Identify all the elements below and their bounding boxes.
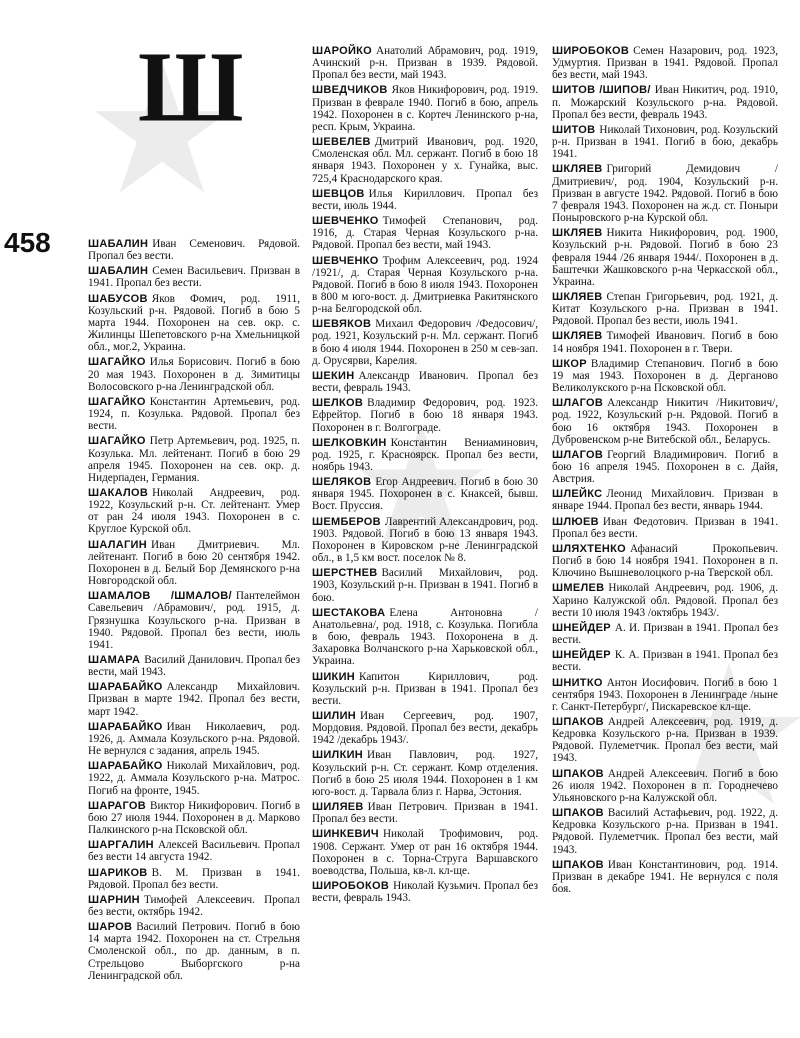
- entry-text: Василий Астафьевич, род. 1922, д. Кедровка Козульского р-на. Призван в 1941. Рядовой. Пулеметчик. Пропал без вести, май 1943.: [552, 807, 778, 856]
- entry-text: Владимир Степанович. Погиб в бою 19 мая 1943. Похоронен в д. Дерганово Великолукского р-на Псковской обл.: [552, 357, 778, 395]
- entry-surname: ШЛАГОВ: [552, 397, 604, 410]
- entry-surname: ШЛЯХТЕНКО: [552, 542, 626, 555]
- list-item: [88, 681, 300, 717]
- entry-surname: ШИКИН: [312, 670, 356, 683]
- list-item: [552, 227, 778, 288]
- list-item: [552, 84, 778, 120]
- entry-surname: ШНИТКО: [552, 676, 603, 689]
- list-item: [552, 397, 778, 446]
- entry-surname: ШИЛКИН: [312, 749, 364, 762]
- entry-text: Тимофей Иванович. Погиб в бою 14 ноября 1941. Похоронен в г. Твери.: [552, 330, 778, 355]
- entry-text: Константин Вениаминович, род. 1925, г. Красноярск. Пропал без вести, ноябрь 1943.: [312, 436, 538, 473]
- list-item: [552, 649, 778, 673]
- list-item: [552, 488, 778, 512]
- list-item: [552, 358, 778, 394]
- entry-text: Илья Борисович. Погиб в бою 20 мая 1943. Похоронен в д. Зимитицы Волосовского р-на Ленинградской обл.: [88, 356, 300, 393]
- entry-text: Иван Никитич, род. 1910, п. Можарский Козульского р-на. Рядовой. Пропал без вести, февраль 1943.: [552, 84, 779, 121]
- entry-text: Николай Андреевич, род. 1922, Козульский р-н. Ст. лейтенант. Умер от ран 24 июля 1943. Похоронен в с. Круглое Курской обл.: [88, 486, 300, 536]
- entry-surname: ШАРИКОВ: [88, 866, 148, 879]
- entry-surname: ШАЛАГИН: [88, 538, 147, 551]
- list-item: [88, 293, 300, 354]
- entry-surname: ШЕЛКОВ: [312, 397, 364, 410]
- list-item: [312, 136, 538, 185]
- list-item: [552, 859, 778, 895]
- entry-text: Семен Назарович, род. 1923, Удмуртия. Призван в 1941. Рядовой. Пропал без вести, май 1943.: [552, 45, 778, 82]
- entry-surname: ШПАКОВ: [552, 858, 604, 871]
- entry-surname: ШЕВЧЕНКО: [312, 215, 379, 228]
- entry-surname: ШЕВЧЕНКО: [312, 254, 379, 267]
- entry-surname: ШЕВЯКОВ: [312, 318, 372, 331]
- entry-text: Дмитрий Иванович, род. 1920, Смоленская обл. Мл. сержант. Погиб в бою 18 января 1943. Похоронен у х. Гунайка, выс. 725,4 Краснодарского края.: [312, 136, 538, 185]
- entry-text: Яков Фомич, род. 1911, Козульский р-н. Рядовой. Погиб в бою 5 марта 1944. Похоронен на сев. окр. с. Жилинцы Шепетовского р-на Хмельницкой обл., мог.2, Украина.: [88, 292, 300, 354]
- entry-surname: ШИТОВ: [552, 123, 596, 136]
- list-item: [552, 449, 778, 485]
- entry-text: Николай Тихонович, род. Козульский р-н. Призван в 1941. Погиб в бою, декабрь 1941.: [552, 123, 778, 161]
- entry-surname: ШНЕЙДЕР: [552, 649, 611, 662]
- entry-surname: ШВЕДЧИКОВ: [312, 84, 388, 97]
- list-item: [88, 721, 300, 757]
- list-item: [88, 654, 300, 678]
- list-item: [552, 45, 778, 81]
- list-item: [88, 921, 300, 982]
- entry-text: Яков Никифорович, род. 1919. Призван в феврале 1940. Погиб в бою, апрель 1942. Похоронен в с. Кортеч Ленинского р-на, респ. Крым, Украина.: [312, 84, 538, 133]
- entry-text: К. А. Призван в 1941. Пропал без вести.: [552, 649, 778, 674]
- entry-surname: ШМЕЛЕВ: [552, 582, 605, 595]
- entry-surname: ШАМАРА: [88, 654, 141, 666]
- entry-text: Илья Кириллович. Пропал без вести, июль 1944.: [312, 187, 538, 212]
- list-item: [88, 800, 300, 836]
- list-item: [312, 710, 538, 746]
- entry-surname: ШКЛЯЕВ: [552, 227, 603, 240]
- list-item: [312, 828, 538, 877]
- entry-surname: ШПАКОВ: [552, 715, 604, 728]
- entry-surname: ШКЛЯЕВ: [552, 330, 603, 343]
- entry-text: Лаврентий Александрович, род. 1903. Рядовой. Погиб в бою 13 января 1943. Похоронен в Кировском р-не Ленинградской обл., в 1,5 км вост. поселок № 8.: [312, 515, 538, 565]
- entry-text: Трофим Алексеевич, род. 1924 /1921/, д. Старая Черная Козульского р-на. Рядовой. Погиб в бою 8 июля 1943. Похоронен в 800 м юго-вост. д. Дмитриевка Ракитянского р-на Белгородской обл.: [312, 254, 538, 316]
- entry-surname: ШИРОБОКОВ: [312, 880, 390, 892]
- entry-surname: ШЕМБЕРОВ: [312, 515, 381, 528]
- entry-surname: ШИРОБОКОВ: [552, 45, 630, 57]
- list-item: [552, 622, 778, 646]
- entry-text: Петр Артемьевич, род. 1925, п. Козулька. Мл. лейтенант. Погиб в бою 29 апреля 1945. Похоронен на сев. окр. д. Нидерпаден, Германия.: [88, 435, 300, 484]
- entry-text: Иван Павлович, род. 1927, Козульский р-н. Ст. сержант. Комр отделения. Погиб в бою 25 июля 1944. Похоронен в 1 км юго-вост. д. Тарвала близ г. Нарва, Эстония.: [312, 749, 538, 798]
- entry-surname: ШНЕЙДЕР: [552, 621, 611, 634]
- list-item: [552, 516, 778, 540]
- list-item: [88, 839, 300, 863]
- entry-text: Василий Данилович. Пропал без вести, май 1943.: [88, 654, 300, 679]
- entry-text: Капитон Кириллович, род. Козульский р-н. Призван в 1941. Пропал без вести.: [312, 670, 538, 707]
- list-item: [312, 567, 538, 603]
- entry-surname: ШЛАГОВ: [552, 448, 604, 461]
- list-item: [88, 356, 300, 392]
- entry-surname: ШЛЕЙКС: [552, 488, 603, 501]
- entry-text: Николай Андреевич, род. 1906, д. Харино Калужской обл. Рядовой. Пропал без вести 10 июля 1943 /октябрь 1943/.: [552, 582, 778, 619]
- entry-text: Иван Дмитриевич. Мл. лейтенант. Погиб в бою 20 сентября 1942. Похоронен в д. Белый Бор Демянского р-на Новгородской обл.: [88, 538, 300, 588]
- entry-text: Алексей Васильевич. Пропал без вести 14 августа 1942.: [88, 839, 300, 864]
- entry-surname: ШЕСТАКОВА: [312, 606, 386, 619]
- list-item: [88, 265, 300, 289]
- entry-surname: ШАГАЙКО: [88, 395, 146, 408]
- list-item: [552, 768, 778, 804]
- list-item: [88, 396, 300, 432]
- list-item: [312, 397, 538, 433]
- list-item: [312, 671, 538, 707]
- entry-text: Пантелеймон Савельевич /Абрамович/, род. 1915, д. Грязнушка Козульского р-на. Призван в 1940. Рядовой. Пропал без вести, июль 1941.: [88, 590, 300, 651]
- entry-text: Егор Андреевич. Погиб в бою 30 января 1945. Похоронен в с. Кнаксей, бывш. Вост. Пруссия.: [312, 476, 538, 513]
- section-letter: Ш: [138, 30, 240, 143]
- entry-text: Иван Сергеевич, род. 1907, Мордовия. Рядовой. Пропал без вести, декабрь 1942 /декабрь 1943/.: [312, 709, 538, 747]
- entry-surname: ШПАКОВ: [552, 767, 604, 780]
- entry-surname: ШПАКОВ: [552, 807, 604, 820]
- list-item: [312, 45, 538, 81]
- entry-text: Тимофей Алексеевич. Пропал без вести, октябрь 1942.: [88, 893, 300, 918]
- entry-text: Григорий Демидович /Дмитриевич/, род. 1904, Козульский р-н. Призван в августе 1942. Рядовой. Погиб в бою 7 февраля 1943. Похоронен на ж.д. ст. Поныри Поныровского р-на Курской обл.: [552, 163, 778, 225]
- entry-text: Василий Петрович. Погиб в бою 14 марта 1942. Похоронен на ст. Стрельня Смоленской обл., по др. данным, в п. Стрельцово Выборгского р-на Ленинградской обл.: [88, 921, 300, 982]
- entry-surname: ШЕРСТНЕВ: [312, 567, 378, 580]
- entry-surname: ШИТОВ /ШИПОВ/: [552, 84, 651, 97]
- entry-text: Николай Кузьмич. Пропал без вести, февраль 1943.: [312, 880, 538, 905]
- entry-text: Иван Константинович, род. 1914. Призван в декабре 1941. Не вернулся с поля боя.: [552, 858, 778, 895]
- entry-surname: ШКЛЯЕВ: [552, 163, 603, 176]
- entry-surname: ШЕКИН: [312, 369, 355, 382]
- list-item: [312, 801, 538, 825]
- list-item: [312, 476, 538, 512]
- entry-text: Александр Иванович. Пропал без вести, февраль 1943.: [312, 369, 538, 395]
- entry-surname: ШАРАБАЙКО: [88, 681, 163, 694]
- list-item: [88, 590, 300, 651]
- list-item: [88, 238, 300, 262]
- list-item: [312, 516, 538, 565]
- list-item: [552, 677, 778, 713]
- entry-surname: ШАКАЛОВ: [88, 486, 149, 499]
- list-item: [552, 543, 778, 579]
- entry-surname: ШАРГАЛИН: [88, 839, 154, 852]
- entry-surname: ШАРОЙКО: [312, 45, 373, 57]
- page-number: 458: [4, 227, 51, 258]
- entry-text: Леонид Михайлович. Призван в январе 1944. Пропал без вести, январь 1944.: [552, 488, 778, 513]
- entry-text: Афанасий Прокопьевич. Погиб в бою 14 ноября 1941. Похоронен в п. Ключино Вышневолоцкого р-на Тверской обл.: [552, 542, 778, 580]
- entry-surname: ШЛЮЕВ: [552, 515, 599, 528]
- entry-surname: ШАМАЛОВ /ШМАЛОВ/: [88, 590, 232, 603]
- entry-text: Георгий Владимирович. Погиб в бою 16 апреля 1945. Похоронен в с. Дайя, Австрия.: [552, 448, 778, 486]
- entry-surname: ШАРАБАЙКО: [88, 720, 163, 733]
- list-item: [312, 318, 538, 367]
- list-item: [88, 539, 300, 588]
- entry-text: Андрей Алексеевич. Погиб в бою 26 июля 1942. Похоронен в п. Городнечево Ульяновского р-на Калужской обл.: [552, 767, 778, 804]
- entry-surname: ШАГАЙКО: [88, 435, 146, 448]
- list-item: [88, 760, 300, 796]
- entry-text: Иван Петрович. Призван в 1941. Пропал без вести.: [312, 801, 538, 826]
- list-item: [552, 124, 778, 160]
- entry-text: Антон Иосифович. Погиб в бою 1 сентября 1943. Похоронен в Ленинграде /ныне г. Санкт-Петербург/, Пискаревское кл-ще.: [552, 676, 778, 713]
- list-item: [552, 716, 778, 765]
- entry-text: Виктор Никифорович. Погиб в бою 27 июля 1944. Похоронен в д. Марково Палкинского р-на Псковской обл.: [88, 799, 300, 837]
- list-item: [88, 894, 300, 918]
- entry-text: Степан Григорьевич, род. 1921, д. Китат Козульского р-на. Призван в 1941. Рядовой. Пропал без вести, июль 1941.: [552, 290, 778, 328]
- list-item: [312, 880, 538, 904]
- entry-text: Никита Никифорович, род. 1900, Козульский р-н. Рядовой. Погиб в бою 23 февраля 1944 /26 января 1944/. Похоронен в д. Баштечки Жашковского р-на Черкасской обл., Украина.: [552, 227, 778, 288]
- entry-surname: ШАБУСОВ: [88, 292, 148, 305]
- list-item: [552, 330, 778, 354]
- entry-surname: ШАРНИН: [88, 893, 140, 906]
- entry-surname: ШАГАЙКО: [88, 356, 146, 369]
- list-item: [88, 435, 300, 484]
- entry-surname: ШИНКЕВИЧ: [312, 828, 379, 841]
- entry-text: Владимир Федорович, род. 1923. Ефрейтор. Погиб в бою 18 января 1943. Похоронен в г. Волгограде.: [312, 397, 538, 434]
- entry-surname: ШАРАБАЙКО: [88, 760, 163, 773]
- list-item: [312, 84, 538, 133]
- column-3: [552, 45, 778, 898]
- entry-surname: ШАБАЛИН: [88, 238, 149, 250]
- list-item: [88, 867, 300, 891]
- list-item: [552, 807, 778, 856]
- entry-surname: ШКЛЯЕВ: [552, 290, 603, 303]
- column-2: [312, 45, 538, 907]
- entry-surname: ШЕЛЯКОВ: [312, 476, 372, 489]
- list-item: [312, 255, 538, 316]
- column-1: [88, 238, 300, 985]
- list-item: [312, 188, 538, 212]
- entry-surname: ШЕВЦОВ: [312, 187, 365, 200]
- entry-surname: ШИЛЯЕВ: [312, 801, 364, 814]
- list-item: [312, 749, 538, 798]
- list-item: [552, 582, 778, 618]
- entry-text: Анатолий Абрамович, род. 1919, Ачинский р-н. Призван в 1939. Рядовой. Пропал без вести, май 1943.: [312, 45, 538, 82]
- entry-text: Николай Михайлович, род. 1922, д. Аммала Козульского р-на. Матрос. Погиб на фронте, 1945.: [88, 760, 300, 797]
- entry-text: Тимофей Степанович, род. 1916, д. Старая Черная Козульского р-на. Рядовой. Пропал без вести, май 1943.: [312, 215, 538, 252]
- entry-text: А. И. Призван в 1941. Пропал без вести.: [552, 621, 778, 647]
- entry-text: Михаил Федорович /Федосович/, род. 1921, Козульский р-н. Мл. сержант. Погиб в бою 4 июля 1944. Похоронен в 250 м сев-зап. д. Орусярви, Карелия.: [312, 318, 538, 367]
- list-item: [552, 291, 778, 327]
- list-item: [312, 607, 538, 668]
- entry-surname: ШАБАЛИН: [88, 265, 149, 278]
- entry-text: Константин Артемьевич, род. 1924, п. Козулька. Рядовой. Пропал без вести.: [88, 395, 300, 433]
- list-item: [88, 487, 300, 536]
- entry-surname: ШАРАГОВ: [88, 799, 147, 812]
- list-item: [552, 163, 778, 224]
- entry-text: Василий Михайлович, род. 1903, Козульский р-н. Призван в 1941. Погиб в бою.: [312, 567, 538, 604]
- entry-text: В. М. Призван в 1941. Рядовой. Пропал без вести.: [88, 866, 300, 891]
- entry-surname: ШИЛИН: [312, 709, 357, 722]
- entry-text: Александр Михайлович. Призван в марте 1942. Пропал без вести, март 1942.: [88, 681, 300, 718]
- entry-text: Иван Федотович. Призван в 1941. Пропал без вести.: [552, 515, 778, 540]
- entry-text: Иван Семенович. Рядовой. Пропал без вести.: [88, 238, 300, 263]
- entry-text: Александр Никитич /Никитович/, род. 1922, Козульский р-н. Рядовой. Погиб в бою 16 октября 1943. Похоронен в Дубровенском р-не Витебской обл., Беларусь.: [552, 397, 778, 446]
- list-item: [312, 437, 538, 473]
- entry-surname: ШАРОВ: [88, 921, 133, 934]
- entry-text: Елена Антоновна /Анатольевна/, род. 1918, с. Козулька. Погибла в бою, февраль 1943. Похоронена в д. Захаровка Волчанского р-на Харьковской обл., Украина.: [312, 606, 538, 668]
- entry-text: Иван Николаевич, род. 1926, д. Аммала Козульского р-на. Рядовой. Не вернулся с задания, апрель 1945.: [88, 720, 300, 758]
- list-item: [312, 370, 538, 394]
- entry-text: Николай Трофимович, род. 1908. Сержант. Умер от ран 16 октября 1944. Похоронен в с. Торна-Струга Варшавского воеводства, Польша, кв-л. кл-ще.: [312, 828, 538, 877]
- entry-surname: ШКОР: [552, 357, 587, 370]
- entry-surname: ШЕЛКОВКИН: [312, 436, 387, 449]
- list-item: [312, 215, 538, 251]
- entry-text: Андрей Алексеевич, род. 1919, д. Кедровка Козульского р-на. Призван в 1939. Рядовой. Пулеметчик. Пропал без вести, май 1943.: [552, 715, 778, 765]
- entry-text: Семен Васильевич. Призван в 1941. Пропал без вести.: [88, 265, 300, 290]
- entry-surname: ШЕВЕЛЕВ: [312, 136, 371, 149]
